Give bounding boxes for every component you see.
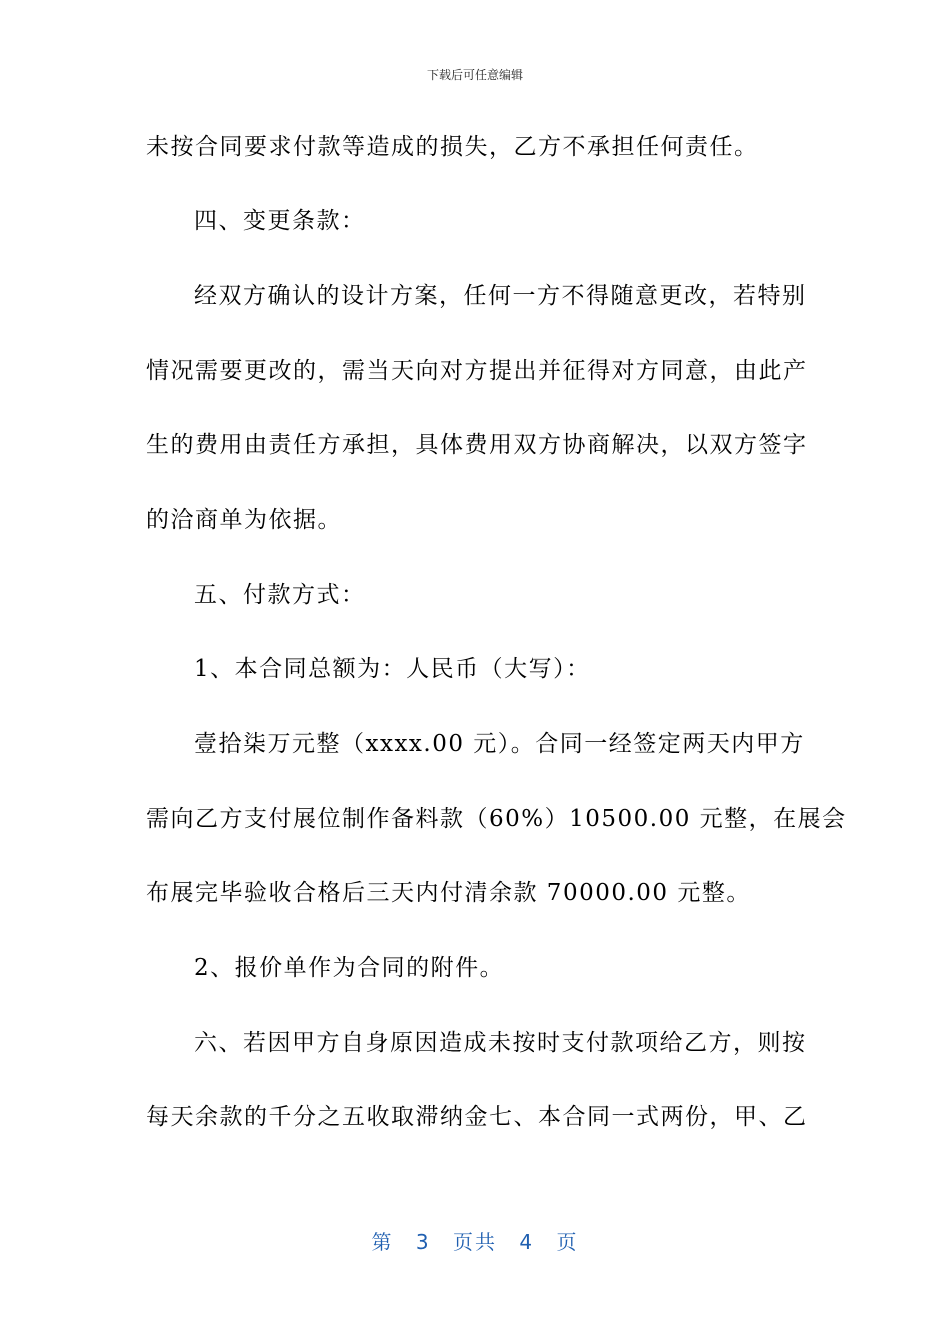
text-line: 情况需要更改的，需当天向对方提出并征得对方同意，由此产	[146, 358, 808, 384]
text-line: 壹拾柒万元整（xxxx.00 元）。合同一经签定两天内甲方	[194, 731, 805, 757]
section-heading: 六、若因甲方自身原因造成未按时支付款项给乙方，则按	[194, 1030, 807, 1056]
text-line: 需向乙方支付展位制作备料款（60%）10500.00 元整，在展会	[146, 806, 847, 832]
section-heading: 四、变更条款：	[194, 208, 366, 234]
page-header: 下载后可任意编辑	[426, 68, 523, 82]
text-line: 每天余款的千分之五收取滞纳金七、本合同一式两份，甲、乙	[146, 1104, 808, 1130]
text-line: 经双方确认的设计方案，任何一方不得随意更改，若特别	[194, 283, 807, 309]
text-line: 1、本合同总额为：人民币（大写）：	[194, 656, 591, 682]
text-line: 布展完毕验收合格后三天内付清余款 70000.00 元整。	[146, 880, 751, 906]
total-page-number: 4	[519, 1230, 535, 1254]
text-line: 未按合同要求付款等造成的损失，乙方不承担任何责任。	[146, 134, 759, 160]
text-line: 的洽商单为依据。	[146, 507, 342, 533]
footer-suffix: 页	[556, 1230, 579, 1254]
footer-middle: 页共	[453, 1230, 497, 1254]
footer-prefix: 第	[371, 1230, 394, 1254]
section-heading: 五、付款方式：	[194, 582, 366, 608]
text-line: 生的费用由责任方承担，具体费用双方协商解决，以双方签字	[146, 432, 808, 458]
page-footer	[0, 1226, 950, 1255]
text-line: 2、报价单作为合同的附件。	[194, 955, 505, 981]
current-page-number: 3	[415, 1230, 431, 1254]
